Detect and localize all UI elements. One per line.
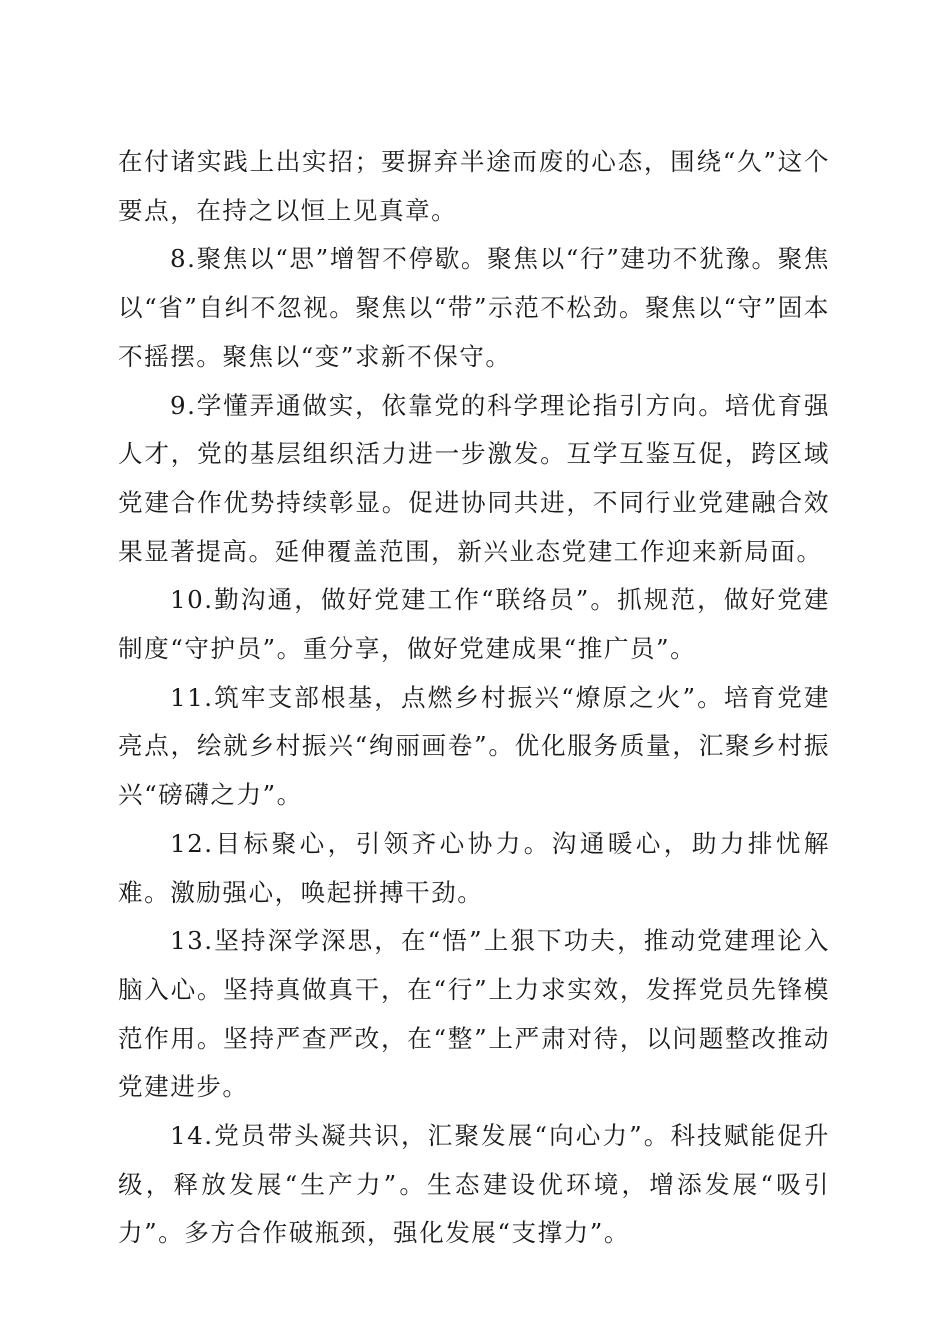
paragraph-item-12: 12.目标聚心，引领齐心协力。沟通暖心，助力排忧解难。激励强心，唤起拼搏干劲。 [118, 828, 830, 907]
paragraph-item-14: 14.党员带头凝共识，汇聚发展“向心力”。科技赋能促升级，释放发展“生产力”。生态建设优环境，增添发展“吸引力”。多方合作破瓶颈，强化发展“支撑力”。 [118, 1121, 830, 1248]
paragraph-continuation: 在付诸实践上出实招；要摒弃半途而废的心态，围绕“久”这个要点，在持之以恒上见真章。 [118, 147, 830, 225]
paragraph-item-8: 8.聚焦以“思”增智不停歇。聚焦以“行”建功不犹豫。聚焦以“省”自纠不忽视。聚焦以“带”示范不松劲。聚焦以“守”固本不摇摆。聚焦以“变”求新不保守。 [118, 244, 830, 371]
paragraph-item-10: 10.勤沟通，做好党建工作“联络员”。抓规范，做好党建制度“守护员”。重分享，做好党建成果“推广员”。 [118, 585, 830, 664]
paragraph-item-9: 9.学懂弄通做实，依靠党的科学理论指引方向。培优育强人才，党的基层组织活力进一步激发。互学互鉴互促，跨区域党建合作优势持续彰显。促进协同共进，不同行业党建融合效果显著提高。延伸覆盖范围，新兴业态党建工作迎来新局面。 [118, 390, 830, 566]
paragraph-item-11: 11.筑牢支部根基，点燃乡村振兴“燎原之火”。培育党建亮点，绘就乡村振兴“绚丽画卷”。优化服务质量，汇聚乡村振兴“磅礴之力”。 [118, 682, 830, 810]
paragraph-item-13: 13.坚持深学深思，在“悟”上狠下功夫，推动党建理论入脑入心。坚持真做真干，在“行”上力求实效，发挥党员先锋模范作用。坚持严查严改，在“整”上严肃对待，以问题整改推动党建进步。 [118, 926, 830, 1102]
document-body [118, 138, 830, 1258]
